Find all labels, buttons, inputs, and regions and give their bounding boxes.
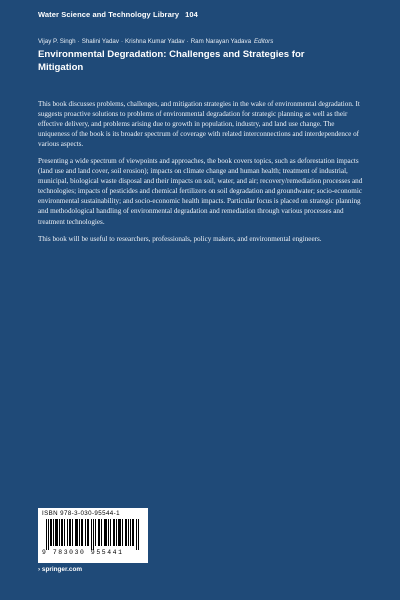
editors-role: Editors	[254, 38, 274, 45]
series-number: 104	[185, 10, 198, 19]
separator-dot: ·	[77, 38, 80, 45]
description-paragraph: This book discusses problems, challenges, and mitigation strategies in the wake of environmental degradation. It suggests proactive solutions to problems of environmental degradation for strategic planning as well as their effective delivery, and problems arising due to growth in population, industry, and land use change. The uniqueness of the book is its broader spectrum of coverage with related interconnections and interdependence of various aspects.	[38, 100, 360, 149]
barcode-digits: 9 783030 955441	[42, 549, 124, 556]
separator-dot: ·	[186, 38, 189, 45]
barcode-box	[38, 508, 148, 563]
editor-name: Krishna Kumar Yadav	[125, 38, 185, 45]
separator-dot: ·	[120, 38, 124, 45]
editors-line	[38, 38, 273, 45]
editor-name: Vijay P. Singh	[38, 38, 76, 45]
book-title: Environmental Degradation: Challenges and Strategies for Mitigation	[38, 49, 305, 73]
editor-name: Ram Narayan Yadava	[190, 38, 252, 45]
description-paragraph: This book will be useful to researchers, professionals, policy makers, and environmental engineers.	[38, 234, 322, 243]
barcode-icon	[42, 519, 144, 550]
description-paragraph: Presenting a wide spectrum of viewpoints and approaches, the book covers topics, such as deforestation impacts (land use and land cover, soil erosion); impacts on climate change and human health; treatment of industrial, municipal, biological waste disposal and their impacts on soil, water, and air; recovery/remediation processes and technologies; impacts of pesticides and chemical fertilizers on soil degradation and groundwater; socio-economic environmental sustainability; and socio-economic health impacts. Particular focus is placed on strategic planning and methodological handling of environmental degradation and remediation through various processes and treatment technologies.	[38, 157, 363, 226]
isbn-label: ISBN 978-3-030-95544-1	[42, 510, 120, 517]
series-name: Water Science and Technology Library	[38, 10, 180, 19]
description	[38, 99, 364, 251]
editor-name: Shalini Yadav	[81, 38, 119, 45]
publisher-website-link[interactable]: › springer.com	[38, 566, 83, 573]
series-line	[38, 10, 198, 19]
